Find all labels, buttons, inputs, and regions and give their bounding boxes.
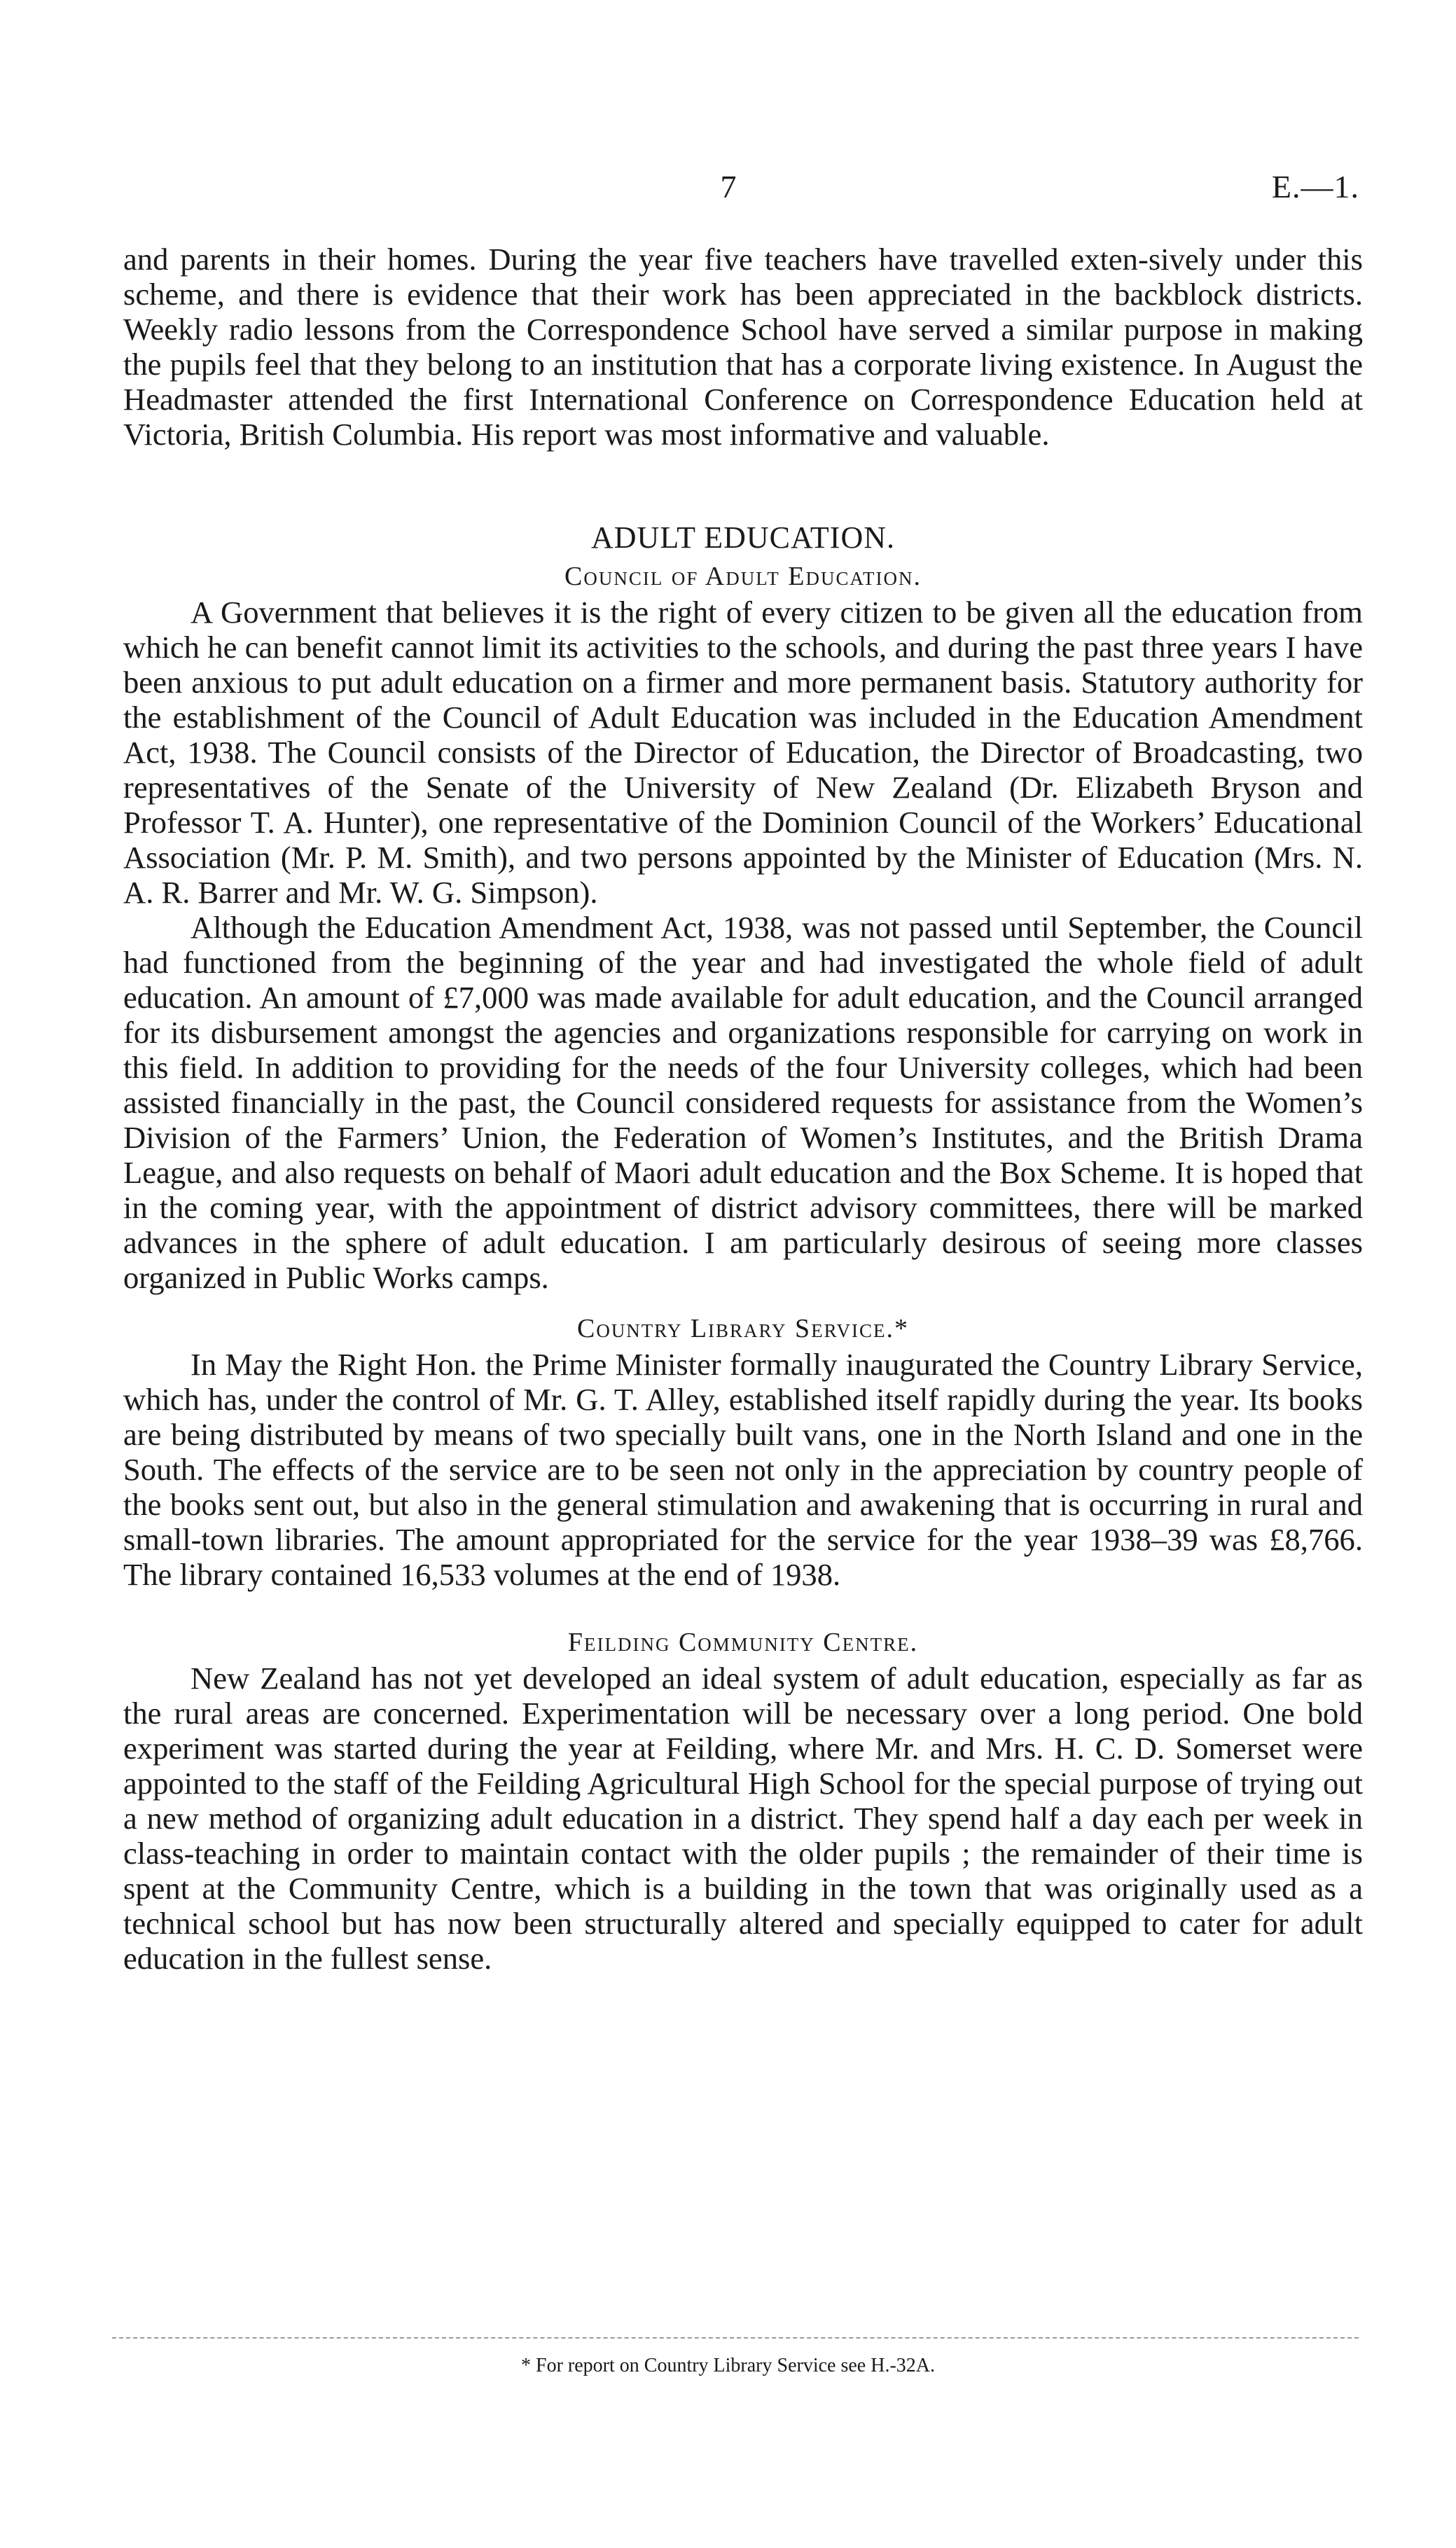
library-paragraph: In May the Right Hon. the Prime Minister formally inaugurated the Country Library Service, which has, under the control of Mr. G. T. Alley, established itself rapidly during the year. Its books are being distributed by means of two specially built vans, one in the North Island and one in the South. The effects of the service are to be seen not only in the appreciation by country people of the books sent out, but also in the general stimulation and awakening that is occurring in rural and small-town libraries. The amount appropriated for the service for the year 1938–39 was £8,766. The library contained 16,533 volumes at the end of 1938. bbox=[123, 1347, 1363, 1592]
council-paragraph-1: A Government that believes it is the right of every citizen to be given all the education from which he can benefit cannot limit its activities to the schools, and during the past three years I have been anxious to put adult education on a firmer and more permanent basis. Statutory authority for the establishment of the Council of Adult Education was included in the Education Amendment Act, 1938. The Council consists of the Director of Education, the Director of Broadcasting, two representatives of the Senate of the University of New Zealand (Dr. Elizabeth Bryson and Professor T. A. Hunter), one representative of the Dominion Council of the Workers’ Educational Association (Mr. P. M. Smith), and two persons appointed by the Minister of Education (Mrs. N. A. R. Barrer and Mr. W. G. Simpson). bbox=[123, 595, 1363, 910]
footnote-rule bbox=[112, 2337, 1359, 2339]
section-title-adult-education: ADULT EDUCATION. bbox=[591, 520, 895, 555]
document-code: E.—1. bbox=[1271, 169, 1359, 205]
subsection-title-council: Council of Adult Education. bbox=[564, 562, 922, 591]
intro-paragraph: and parents in their homes. During the year five teachers have travelled exten-sively under this scheme, and there is evidence that their work has been appreciated in the backblock districts. Weekly radio lessons from the Correspondence School have served a similar purpose in making the pupils feel that they belong to an institution that has a corporate living existence. In August the Headmaster attended the first International Conference on Correspondence Education held at Victoria, British Columbia. His report was most informative and valuable. bbox=[123, 242, 1363, 452]
feilding-paragraph: New Zealand has not yet developed an ideal system of adult education, especially as far as the rural areas are concerned. Experimentation will be necessary over a long period. One bold experiment was started during the year at Feilding, where Mr. and Mrs. H. C. D. Somerset were appointed to the staff of the Feilding Agricultural High School for the special purpose of trying out a new method of organizing adult education in a district. They spend half a day each per week in class-teaching in order to maintain contact with the older pupils ; the remainder of their time is spent at the Community Centre, which is a building in the town that was originally used as a technical school but has now been structurally altered and specially equipped to cater for adult education in the fullest sense. bbox=[123, 1661, 1363, 1976]
spacer bbox=[123, 452, 1363, 519]
page-number: 7 bbox=[720, 169, 737, 205]
footnote: * For report on Country Library Service see H.-32A. bbox=[521, 2355, 935, 2376]
council-paragraph-2: Although the Education Amendment Act, 1938, was not passed until September, the Council had functioned from the beginning of the year and had investigated the whole field of adult education. An amount of £7,000 was made available for adult education, and the Council arranged for its disbursement amongst the agencies and organizations responsible for carrying on work in this field. In addition to providing for the needs of the four University colleges, which had been assisted financially in the past, the Council considered requests for assistance from the Women’s Division of the Farmers’ Union, the Federation of Women’s Institutes, and the British Drama League, and also requests on behalf of Maori adult education and the Box Scheme. It is hoped that in the coming year, with the appointment of district advisory committees, there will be marked advances in the sphere of adult education. I am particularly desirous of seeing more classes organized in Public Works camps. bbox=[123, 910, 1363, 1295]
page-header bbox=[0, 168, 1456, 217]
subsection-title-library: Country Library Service.* bbox=[576, 1314, 910, 1343]
subsection-title-feilding: Feilding Community Centre. bbox=[567, 1628, 919, 1657]
page-body bbox=[123, 242, 1363, 1976]
